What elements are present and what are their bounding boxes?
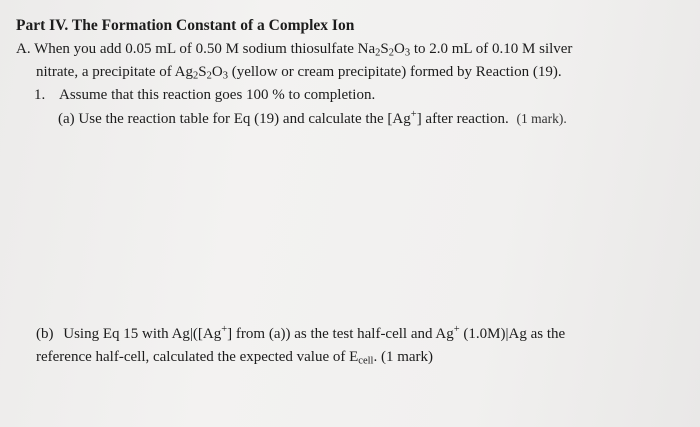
question-b-line-2: reference half-cell, calculated the expected value of $E_{cell}$. (1 mark) [36,349,434,367]
question-b-label: (b) [36,326,54,342]
part-title: The Formation Constant of a Complex Ion [71,17,355,34]
item-1-number: 1. [34,87,46,103]
section-a-text: When you add 0.05 mL of 0.50 M sodium thiosulfate $Na_2S_2O_3$ to 2.0 mL of 0.10 M silver [34,41,573,59]
question-a-text: Use the reaction table for Eq (19) and calculate the [Ag+] after reaction. [78,109,509,127]
question-b-text: Using Eq 15 with Ag|([Ag+] from (a)) as the test half-cell and Ag+ (1.0M)|Ag as the [63,324,566,342]
section-a-line-2: nitrate, a precipitate of $Ag_2S_2O_3$ (yellow or cream precipitate) formed by Reaction (19). [36,64,562,82]
item-1-text: Assume that this reaction goes 100 % to completion. [59,87,376,103]
section-a-label: A. [16,41,31,57]
item-1 [34,86,375,105]
question-a-marks: (1 mark). [516,111,567,126]
section-heading [16,16,354,35]
question-a-label: (a) [58,111,75,127]
section-a-line-1 [16,40,572,59]
question-b-line-1 [36,325,565,344]
part-number: Part IV. [16,17,69,34]
question-a [58,109,567,129]
